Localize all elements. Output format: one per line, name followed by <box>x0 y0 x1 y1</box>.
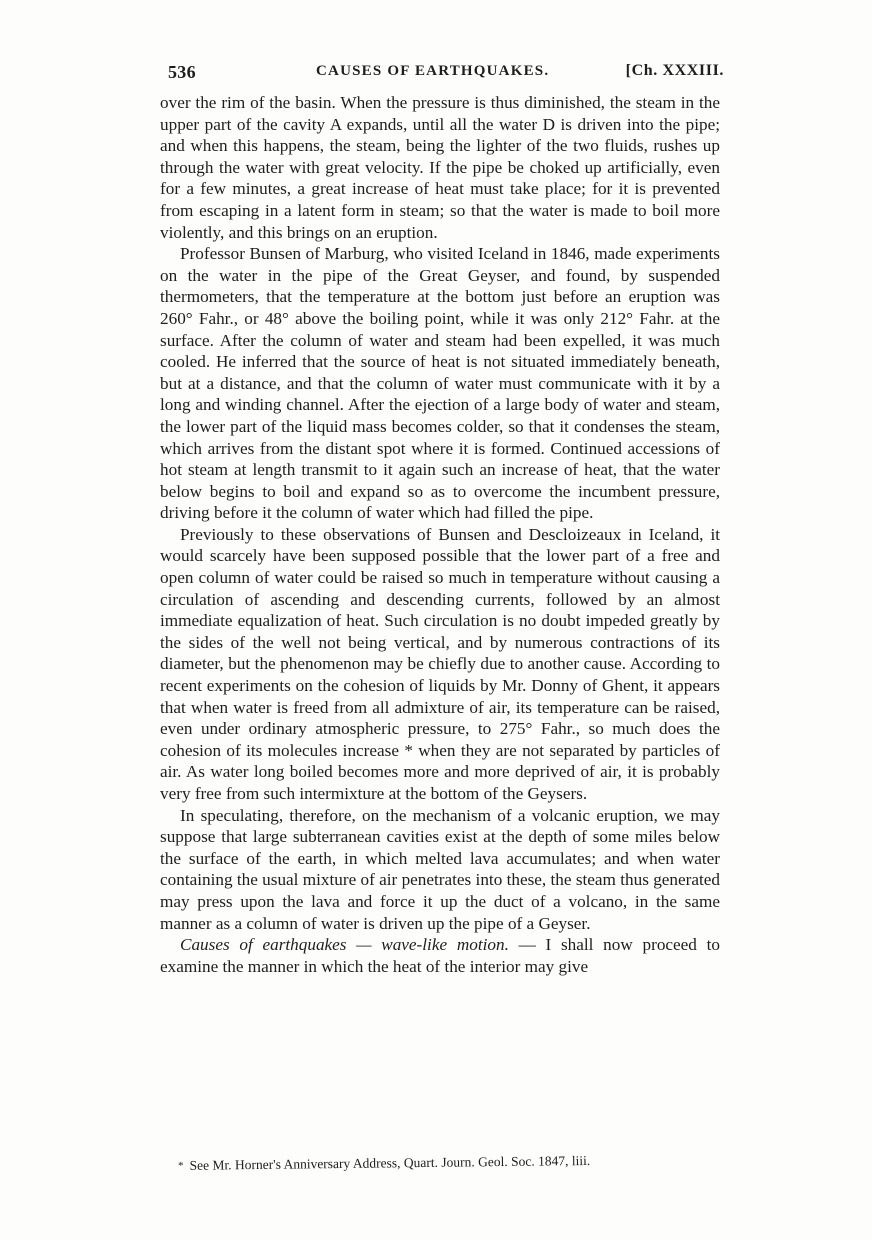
paragraph-bunsen: Professor Bunsen of Marburg, who visited Iceland in 1846, made experiments on the water in the pipe of the Great Geyser, and found, by suspended thermometers, that the temperature at the bottom just before an eruption was 260° Fahr., or 48° above the boiling point, while it was only 212° Fahr. at the surface. After the column of water and steam had been expelled, it was much cooled. He inferred that the source of heat is not situated immediately beneath, but at a distance, and that the column of water must communicate with it by a long and winding channel. After the ejection of a large body of water and steam, the lower part of the liquid mass becomes colder, so that it condenses the steam, which arrives from the distant spot where it is formed. Continued accessions of hot steam at length transmit to it again such an increase of heat, that the water below begins to boil and expand so as to overcome the incumbent pressure, driving before it the column of water which had filled the pipe. <box>160 244 720 523</box>
paragraph-volcanic-mechanism: In speculating, therefore, on the mechanism of a volcanic eruption, we may suppose that large subterranean cavities exist at the depth of some miles below the surface of the earth, in which melted lava accumulates; and when water containing the usual mixture of air penetrates into these, the steam thus generated may press upon the lava and force it up the duct of a volcano, in the same manner as a column of water is driven up the pipe of a Geyser. <box>160 805 720 933</box>
body-text <box>160 92 720 977</box>
paragraph-donny: Previously to these observations of Bunsen and Descloizeaux in Iceland, it would scarcely have been supposed possible that the lower part of a free and open column of water could be raised so much in temperature without causing a circulation of ascending and descending currents, followed by an almost immediate equalization of heat. Such circulation is no doubt impeded greatly by the sides of the well not being vertical, and by numerous contractions of its diameter, but the phenomenon may be chiefly due to another cause. According to recent experiments on the cohesion of liquids by Mr. Donny of Ghent, it appears that when water is freed from all admixture of air, its temperature can be raised, even under ordinary atmospheric pressure, to 275° Fahr., so much does the cohesion of its molecules increase * when they are not separated by particles of air. As water long boiled becomes more and more deprived of air, it is probably very free from such intermixture at the bottom of the Geysers. <box>160 524 720 803</box>
chapter-reference: [Ch. XXXIII. <box>625 62 724 79</box>
paragraph-earthquakes <box>160 934 720 977</box>
footnote <box>178 1150 718 1175</box>
section-sidehead: Causes of earthquakes — wave-like motion. <box>180 935 509 955</box>
footnote-text: See Mr. Horner's Anniversary Address, Quart. Journ. Geol. Soc. 1847, liii. <box>189 1152 591 1173</box>
page-number: 536 <box>168 62 196 82</box>
running-title: CAUSES OF EARTHQUAKES. <box>316 63 550 79</box>
footnote-mark: * <box>178 1159 184 1172</box>
paragraph-earthquakes-text: — I shall now proceed to examine the manner in which the heat of the interior may give <box>160 935 720 976</box>
running-header <box>168 62 724 88</box>
paragraph-continued: over the rim of the basin. When the pressure is thus diminished, the steam in the upper part of the cavity A expands, until all the water D is driven into the pipe; and when this happens, the steam, being the lighter of the two fluids, rushes up through the water with great velocity. If the pipe be choked up artificially, even for a few minutes, a great increase of heat must take place; for it is prevented from escaping in a latent form in steam; so that the water is made to boil more violently, and this brings on an eruption. <box>160 93 720 242</box>
